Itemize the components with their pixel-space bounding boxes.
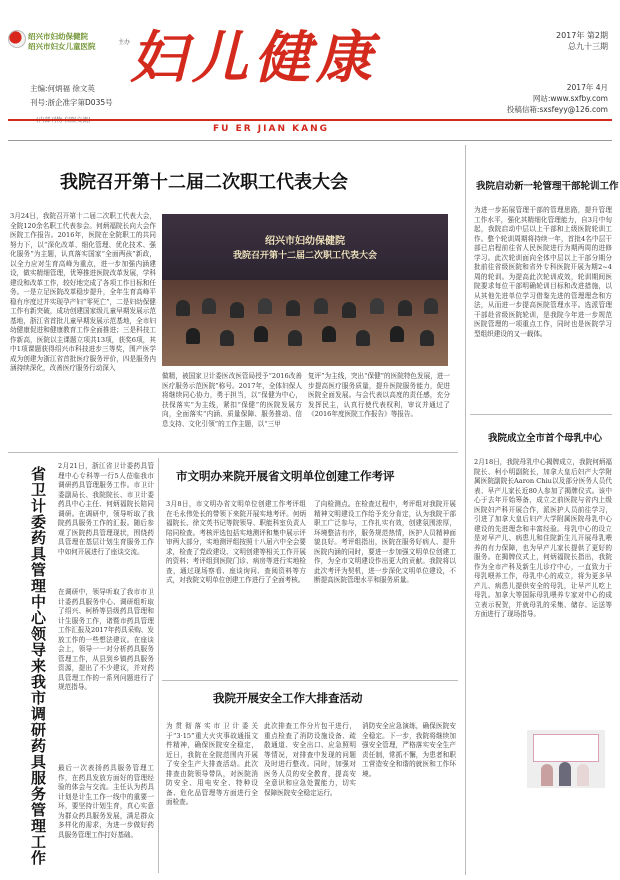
safety-headline: 我院开展安全工作大排查活动 [213, 691, 363, 705]
photo-banner [162, 214, 448, 280]
hospital-logo-icon [8, 30, 26, 48]
lead-body-col3: 复评”为主线，突出“保健”的医院特色发展，进一步提高医疗服务质量，提升医院服务能力，促进医院全面发展。与会代表以高度的责任感，充分发挥民主，认真行使代表权利，审议并通过了《2016年度医院工作报告》等报告。 [308, 372, 450, 418]
breastmilk-photo [527, 730, 605, 788]
title-pinyin: FU ER JIAN KANG [213, 124, 329, 134]
survey-body-col3: 最后一次表扬药具服务管理工作，在药具发放方面好的管理经验的体会与交流。主任认为药具计划是计生工作一线中的重要一环，要坚持计划生育，真心实意为群众药具服务发展，满足群众多样化的需求，为进一步做好药具服务管理工作打好基础。 [58, 764, 154, 839]
photo-banner-hospital: 绍兴市妇幼保健院 [265, 236, 345, 247]
breastmilk-headline: 我院成立全市首个母乳中心 [488, 433, 603, 444]
section-divider-2 [162, 680, 458, 681]
photo-audience [162, 280, 448, 366]
rotation-body: 为进一步拓展管理干部的管理思路，提升管理工作水平，强化其精细化管理能力，自3月中旬起，我院启动中层以上干部和上级医院轮训工作。整个轮训周期将持续一年，首批4名中层干部已启程前往省人民医院进行为期两周的进修学习。此次轮训面向全体中层以上干部分期分批前往省级医院和省外专科医院开展为期2~4周的轮训。为提高此次轮训成效，轮训期间医院要求每位干部明确轮训目标和改进措施，以从其他先进单位学习借鉴先进的管理理念和方法，从而进一步提高医院管理水平。选派管理干部赴省级医院轮训，是我院今年进一步规范医院管理的一项重点工作，同时也是医院学习型组织建设的又一载体。 [474, 206, 612, 338]
breastmilk-body-tail [474, 792, 612, 876]
survey-divider [158, 458, 159, 873]
breastmilk-body: 2月18日，我院母乳中心揭牌成立，我院何炳福院长、柯小明副院长，加拿大皇后妇产大学附属医院副院长Aaron Chiu以及部分医务人员代表、早产儿家长近80人参加了揭牌仪式。该中心于去年开始筹备，成立之前医院与省内上级医院妇产科开展合作，派医护人员前往学习，引进了加拿大皇后妇产大学附属医院母乳中心建设的先进理念和丰富经验。母乳中心的设立是对早产儿、病患儿和住院新生儿开展母乳喂养的有力保障，也为早产儿家长提供了更好的服务。在揭牌仪式上，何炳福院长指出，我院作为全市产科及新生儿诊疗中心，一直致力于母乳喂养工作，母乳中心的成立，将为更多早产儿、病患儿提供安全的母乳，让早产儿吃上母乳。加拿大等国际母乳喂养专家对中心的成立表示祝贺，并就母乳的采集、储存、运送等方面进行了现场指导。 [474, 458, 612, 618]
email-link[interactable]: 投稿信箱:sxsfeyy@126.com [506, 105, 608, 114]
website-link[interactable]: 网站:www.sxfby.com [532, 94, 608, 103]
safety-body-col3: 消防安全应急演练，确保医院安全稳定。下一步，我院将继续加强安全管理，严格落实安全生产责任制，常抓不懈，为患者和职工营造安全和谐的就医和工作环境。 [362, 722, 456, 778]
safety-body-col1: 为贯彻落实市卫计委关于“3·15”重大火灾事故通报文件精神，确保医院安全稳定，近日，我院在全院范围内开展了安全生产大排查活动。此次排查由院领导带队，对医院消防安全、用电安全、特种设备、危化品管理等方面进行全面检查。 [166, 722, 258, 806]
issue-number: 2017年 第2期 [556, 31, 608, 40]
lead-body-col1: 3月24日，我院召开第十二届二次职工代表大会，全院120余名职工代表参会。何炳福院长向大会作医院工作报告。2016年，医院在全院职工的共同努力下，以“深化改革、细化管理、优化技术、强化服务”为主题，认真落实国家“全面两孩”新政，以全力应对生育高峰为重点，进一步加强内涵建设，做实精细管理，优筹推进医院改革发展，学科建设和改革工作，较好地完成了各项工作目标和任务。一是立足医院改革稳步提升，全年生育高峰平稳有序度过并实现孕产妇“零死亡”，二是妇幼保健工作有新突破，成功创建国家级儿童早期发展示范基地，浙江省首批儿童早期发展示范基地，全市妇幼健康促进和健康教育工作全面推进；三是科技工作新高，医院以主课题立项共13项，获奖6项，其中1项课题获得绍兴市科技进步三等奖，围产医学成为创建为浙江省首批医疗服务评价，四是服务内涵持续深化，改善医疗服务行动深入 [10, 212, 156, 372]
header-rule [8, 140, 612, 141]
lead-body-col2: 做精，被国家卫计委医改医管局授予“2016改善医疗服务示范医院”称号。2017年，全体妇保人将继续同心协力，勇于担当，以“保健为中心，扶保落实”为主线，紧扣“保健”的医院发展方向，全面落实“内涵、质量保障、服务推动、信息支持、文化引领”的工作主题，以“三甲 [162, 372, 302, 428]
survey-body-col1: 2月21日，浙江省卫计委药具管理中心专科等一行5人莅临我市调研药具管理服务工作。市卫计委副局长、我院院长、市卫计委药具中心主任、何炳福院长陪同调研。在调研中，领导听取了我院药具服务工作的汇报。随后参观了医院药具管理现状，围绕药具管理在基层计划生育服务工作中如何开展进行了座谈交流。 [58, 462, 154, 556]
survey-body-col2: 在调研中，领导听取了我市市卫计委药具服务中心、调研组听取了绍兴、柯桥等县级药具管理和计生服务工作，诸暨市药具管理工作汇报及2017年药具采购、发放工作的一些想法建议。在座谈会上，领导一一对分析药具服务管理工作，从县到乡镇药具服务资源，提出了不少建议，并对药具管理工作的一系列问题进行了规范指导。 [58, 588, 154, 691]
masthead-divider [8, 119, 612, 121]
permit-number: 刊号:浙企准字第D035号 [30, 98, 113, 107]
civilized-body-col3: 了向检测点。在检查过程中，考评组对我院开展精神文明建设工作给予充分肯定，认为我院干部职工广泛参与，工作扎实有效，创建氛围浓厚，环境整洁有序，服务规范热情，医护人员精神面貌良好。考评组指出，医院在服务好病人、提升医院内涵的同时，要进一步加强文明单位创建工作，为全市文明建设作出更大的贡献。我院将以此次考评为契机，进一步深化文明单位建设，不断提高医院管理水平和服务质量。 [314, 500, 456, 584]
issue-total: 总九十三期 [568, 42, 608, 51]
meeting-photo [162, 214, 448, 366]
hospital-name-line2: 绍兴市妇女儿童医院 [28, 42, 96, 51]
photo-banner-title: 我院召开第十二届二次职工代表大会 [232, 251, 377, 261]
column-divider [465, 145, 466, 875]
publish-date: 2017年 4月 [566, 83, 608, 92]
survey-vertical-headline: 省卫计委药具管理中心领导来我市调研药具服务管理工作 [29, 466, 47, 866]
editorial-info [30, 82, 113, 110]
lead-headline: 我院召开第十二届二次职工代表大会 [60, 172, 348, 193]
contact-info [507, 82, 608, 115]
civilized-body-col1: 3月8日，市文明办省文明单位创建工作考评组在毛永伟处长的带领下来院开展实地考评。何炳福院长、徐文英书记等院领导、职能科室负责人陪同检查。考核评选包括实地测评和集中展示评审两大部分，实地测评组按照十八届六中全会要求，检查了党政建设、文明创建等相关工作开展的资料；考评组到医院门诊、病房等进行实地检查，通过现场察看、座谈询问、查阅资料等方式，对我院文明单位创建工作进行了全面考核。 [166, 500, 306, 584]
safety-body-col2: 此次排查工作分片包干进行，重点检查了消防设施设备、疏散通道、安全出口、应急照明等情况，对排查中发现的问题及时进行整改。同时，加强对医务人员的安全教育，提高安全意识和应急处置能力，切实保障医院安全稳定运行。 [264, 722, 356, 797]
editors: 主编:何炳福 徐文英 [30, 84, 95, 93]
section-divider-3 [470, 414, 612, 415]
hospital-name-line1: 绍兴市妇幼保健院 [28, 32, 88, 41]
issue-info [556, 30, 608, 52]
civilized-headline: 市文明办来院开展省文明单位创建工作考评 [176, 469, 395, 483]
newspaper-title: 妇儿健康 [130, 25, 378, 91]
section-divider-1 [8, 452, 458, 453]
hospital-suffix: 主办 [118, 39, 131, 46]
rotation-headline: 我院启动新一轮管理干部轮训工作 [476, 181, 619, 192]
